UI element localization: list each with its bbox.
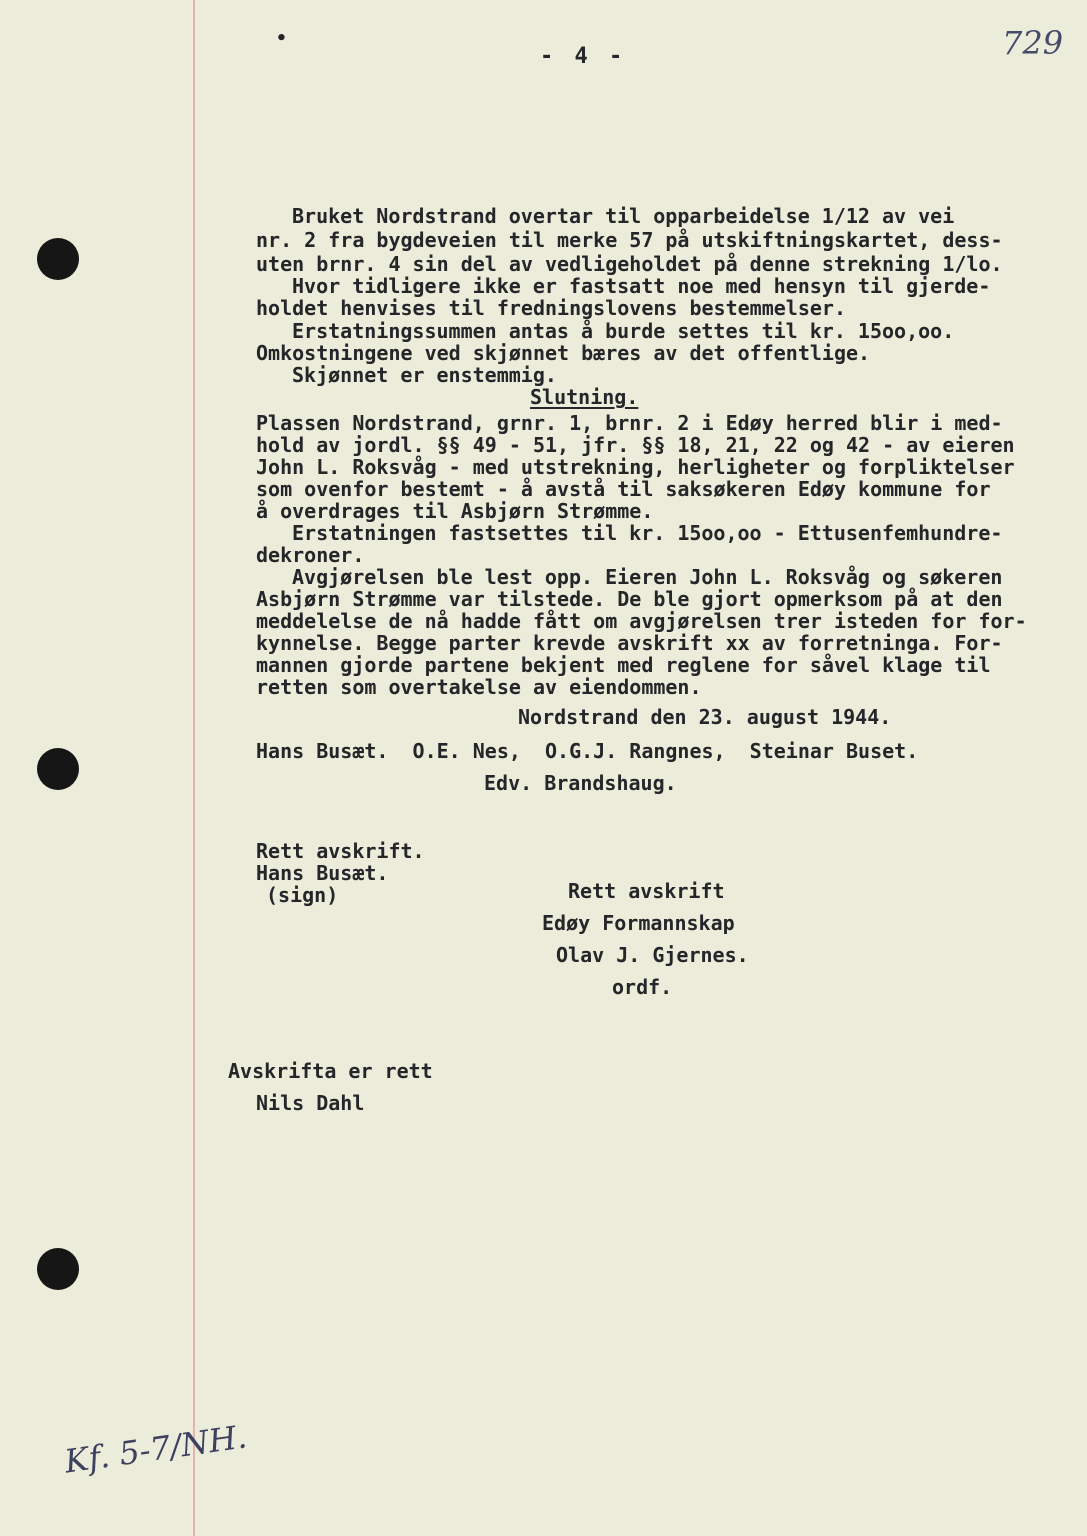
certification-left: Hans Busæt. [256,861,389,885]
punch-hole [37,238,79,280]
page-number: - 4 - [540,44,627,69]
body-line: Erstatningen fastsettes til kr. 15oo,oo - Ettusenfemhundre- [292,521,1003,545]
body-line: Plassen Nordstrand, grnr. 1, brnr. 2 i Edøy herred blir i med- [256,411,1003,435]
body-line: Avgjørelsen ble lest opp. Eieren John L. Roksvåg og søkeren [292,565,1003,589]
margin-line [193,0,195,1536]
final-certification: Avskrifta er rett [228,1059,433,1083]
section-heading: Slutning. [530,385,639,409]
certification-right: Olav J. Gjernes. [556,943,749,967]
body-line: å overdrages til Asbjørn Strømme. [256,499,654,523]
handwritten-note: Kf. 5-7/NH. [62,1417,250,1481]
body-line: Erstatningssummen antas å burde settes til kr. 15oo,oo. [292,319,955,343]
certification-left: Rett avskrift. [256,839,425,863]
body-line: hold av jordl. §§ 49 - 51, jfr. §§ 18, 21, 22 og 42 - av eieren [256,433,1015,457]
certification-right: ordf. [612,975,673,999]
folio-number: 729 [1002,24,1064,62]
punch-hole [37,748,79,790]
body-line: som ovenfor bestemt - å avstå til saksøkeren Edøy kommune for [256,477,991,501]
body-line: Hvor tidligere ikke er fastsatt noe med hensyn til gjerde- [292,274,991,298]
body-line: holdet henvises til fredningslovens bestemmelser. [256,296,847,320]
body-line: uten brnr. 4 sin del av vedligeholdet på denne strekning 1/lo. [256,252,1003,276]
certification-right: Rett avskrift [568,879,725,903]
body-line: Skjønnet er enstemmig. [292,363,557,387]
certification-left: (sign) [266,883,339,907]
certification-right: Edøy Formannskap [542,911,735,935]
body-line: Asbjørn Strømme var tilstede. De ble gjort opmerksom på at den [256,587,1003,611]
body-line: Bruket Nordstrand overtar til opparbeidelse 1/12 av vei [292,204,955,228]
place-date: Nordstrand den 23. august 1944. [518,705,892,729]
final-certification: Nils Dahl [256,1091,365,1115]
top-mark: • [276,28,287,49]
signatories: Edv. Brandshaug. [484,771,677,795]
body-line: kynnelse. Begge parter krevde avskrift xx av forretninga. For- [256,631,1003,655]
body-line: dekroner. [256,543,365,567]
body-line: meddelelse de nå hadde fått om avgjørelsen trer isteden for for- [256,609,1027,633]
body-line: retten som overtakelse av eiendommen. [256,675,702,699]
signatories: Hans Busæt. O.E. Nes, O.G.J. Rangnes, Steinar Buset. [256,739,919,763]
punch-hole [37,1248,79,1290]
body-line: John L. Roksvåg - med utstrekning, herligheter og forpliktelser [256,455,1015,479]
body-line: nr. 2 fra bygdeveien til merke 57 på utskiftningskartet, dess- [256,228,1003,252]
body-line: mannen gjorde partene bekjent med reglene for såvel klage til [256,653,991,677]
body-line: Omkostningene ved skjønnet bæres av det offentlige. [256,341,871,365]
